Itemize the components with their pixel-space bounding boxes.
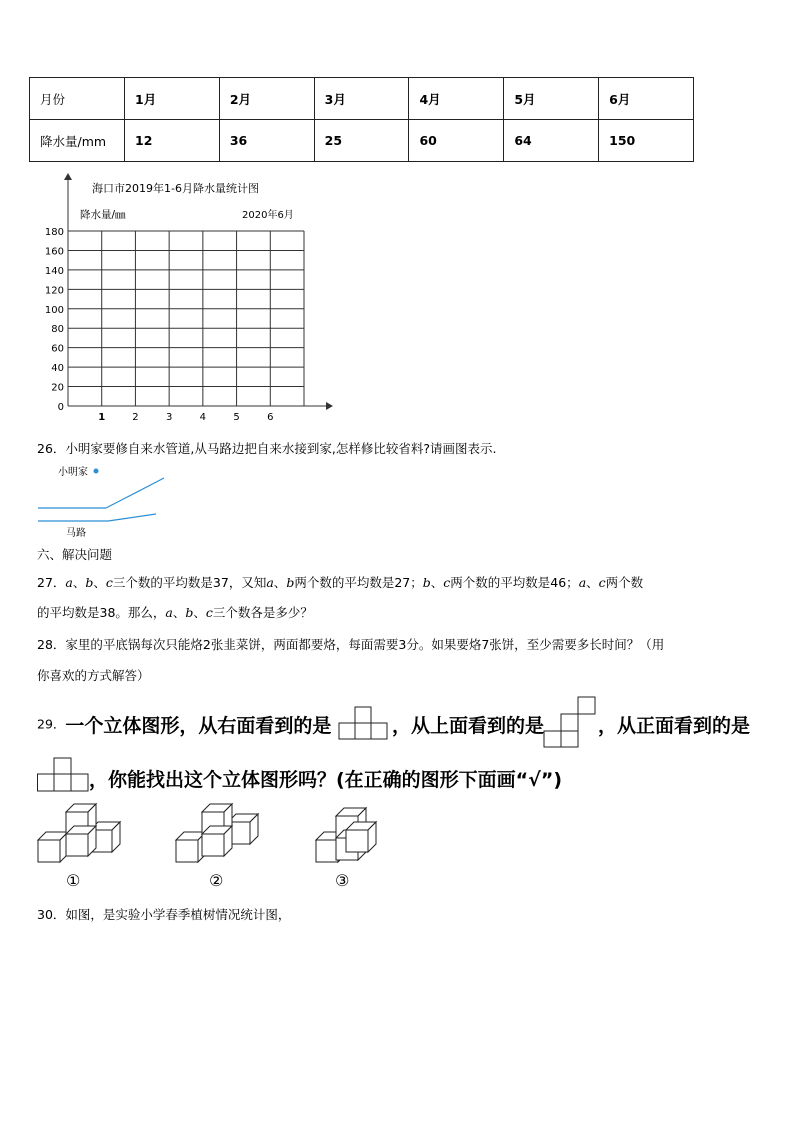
front-view-figure <box>37 757 89 792</box>
question-29-part3: ，从正面看到的是 <box>598 715 751 737</box>
x-tick-label: 6 <box>267 412 274 423</box>
rainfall-table <box>29 77 694 162</box>
table-cell: 60 <box>409 120 504 162</box>
question-27-line1: 27．a、b、c三个数的平均数是37，又知a、b两个数的平均数是27；b、c两个数的平均数是46；a、c两个数 <box>37 575 644 590</box>
table-header-cell: 1月 <box>125 78 220 120</box>
x-tick-label: 2 <box>132 412 139 423</box>
table-row <box>30 78 694 120</box>
x-tick-label: 1 <box>98 412 106 423</box>
y-tick-label: 160 <box>44 246 64 258</box>
y-tick-label: 140 <box>44 265 64 277</box>
y-tick-label: 80 <box>51 324 64 336</box>
x-tick-labels <box>98 412 273 423</box>
question-number: 29． <box>37 716 66 732</box>
y-tick-labels <box>45 227 64 413</box>
question-30: 30．如图，是实验小学春季植树情况统计图， <box>37 907 291 922</box>
home-point-icon <box>94 469 99 474</box>
x-tick-label: 3 <box>165 412 173 423</box>
right-view-figure <box>338 706 390 740</box>
question-28-line2: 你喜欢的方式解答） <box>37 668 150 683</box>
rainfall-chart <box>30 168 350 428</box>
option-1-label: ① <box>66 871 81 890</box>
option-3-solid <box>316 808 376 862</box>
question-27-line2: 的平均数是38。那么，a、b、c三个数各是多少？ <box>37 605 313 620</box>
solid-options <box>36 800 406 895</box>
top-view-figure <box>543 696 597 748</box>
chart-grid <box>68 231 304 406</box>
option-3-label: ③ <box>335 871 350 890</box>
chart-subtitle: 2020年6月 <box>242 210 294 221</box>
question-29-line1: 29．一个立体图形，从右面看到的是 <box>37 715 332 737</box>
table-cell: 25 <box>314 120 409 162</box>
y-tick-label: 40 <box>51 363 64 375</box>
table-cell: 36 <box>219 120 314 162</box>
road-label: 马路 <box>66 528 86 539</box>
table-row <box>30 120 694 162</box>
y-tick-label: 100 <box>44 304 64 316</box>
x-tick-label: 4 <box>199 412 207 423</box>
home-label: 小明家 <box>58 467 88 478</box>
y-tick-label: 0 <box>57 402 64 413</box>
question-29-part4: ，你能找出这个立体图形吗？(在正确的图形下面画“√”) <box>89 769 563 791</box>
table-header-cell: 3月 <box>314 78 409 120</box>
y-tick-label: 180 <box>44 227 64 238</box>
x-tick-label: 5 <box>233 412 240 423</box>
road-edge-lower-slant <box>108 514 156 521</box>
question-26: 26．小明家要修自来水管道,从马路边把自来水接到家,怎样修比较省料?请画图表示. <box>37 441 497 456</box>
y-tick-label: 60 <box>51 343 64 355</box>
section-title: 六、解决问题 <box>37 547 113 562</box>
table-cell: 64 <box>504 120 599 162</box>
table-cell: 12 <box>125 120 220 162</box>
option-2-solid <box>176 804 258 862</box>
question-29-part2: ，从上面看到的是 <box>392 715 545 737</box>
table-cell: 150 <box>599 120 694 162</box>
road-diagram <box>36 462 171 542</box>
table-row-label: 降水量/mm <box>30 120 125 162</box>
y-tick-label: 20 <box>51 382 64 394</box>
chart-title: 海口市2019年1-6月降水量统计图 <box>92 182 259 195</box>
table-header-cell: 5月 <box>504 78 599 120</box>
road-edge-upper-slant <box>106 478 164 508</box>
table-header-cell: 4月 <box>409 78 504 120</box>
y-tick-label: 120 <box>44 285 64 297</box>
question-28-line1: 28．家里的平底锅每次只能烙2张韭菜饼，两面都要烙，每面需要3分。如果要烙7张饼，至少需要多长时间？（用 <box>37 637 665 652</box>
option-2-label: ② <box>209 871 224 890</box>
table-header-cell: 月份 <box>30 78 125 120</box>
chart-ylabel: 降水量/㎜ <box>80 209 126 221</box>
option-1-solid <box>38 804 120 862</box>
table-header-cell: 6月 <box>599 78 694 120</box>
table-header-cell: 2月 <box>219 78 314 120</box>
